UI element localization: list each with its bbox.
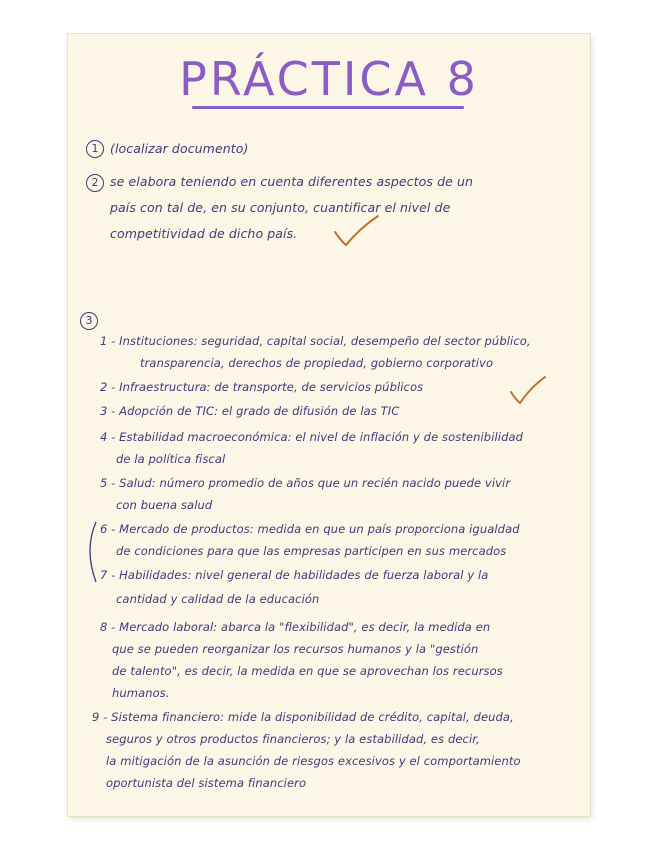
item-2-line-1: 2 - Infraestructura: de transporte, de servicios públicos [100,380,424,394]
checkmark-icon [508,374,548,406]
checkmark-icon [332,212,382,248]
question-3-number: 3 [80,312,98,330]
item-4-line-2: de la política fiscal [116,452,226,466]
item-8-line-2: que se pueden reorganizar los recursos humanos y la "gestión [112,642,479,656]
title-underline [192,106,464,109]
item-7-line-2: cantidad y calidad de la educación [116,592,320,606]
bracket-mark [82,520,102,586]
item-8-line-3: de talento", es decir, la medida en que se aprovechan los recursos [112,664,503,678]
item-4-line-1: 4 - Estabilidad macroeconómica: el nivel de inflación y de sostenibilidad [100,430,524,444]
item-5-line-1: 5 - Salud: número promedio de años que un recién nacido puede vivir [100,476,511,490]
item-1-line-2: transparencia, derechos de propiedad, gobierno corporativo [140,356,494,370]
item-9-line-1: 9 - Sistema financiero: mide la disponibilidad de crédito, capital, deuda, [92,710,514,724]
question-2-number: 2 [86,174,104,192]
item-3-line-1: 3 - Adopción de TIC: el grado de difusión de las TIC [100,404,400,418]
question-2-line-1: se elabora teniendo en cuenta diferentes aspectos de un [110,174,474,189]
question-2-line-3: competitividad de dicho país. [110,226,298,241]
question-1-number: 1 [86,140,104,158]
question-2-line-2: país con tal de, en su conjunto, cuantificar el nivel de [110,200,451,215]
item-9-line-4: oportunista del sistema financiero [106,776,307,790]
item-6-line-1: 6 - Mercado de productos: medida en que un país proporciona igualdad [100,522,520,536]
item-8-line-1: 8 - Mercado laboral: abarca la "flexibilidad", es decir, la medida en [100,620,491,634]
item-8-line-4: humanos. [112,686,170,700]
item-7-line-1: 7 - Habilidades: nivel general de habilidades de fuerza laboral y la [100,568,489,582]
item-6-line-2: de condiciones para que las empresas participen en sus mercados [116,544,507,558]
paper-sheet [68,34,590,816]
item-5-line-2: con buena salud [116,498,213,512]
item-9-line-2: seguros y otros productos financieros; y la estabilidad, es decir, [106,732,480,746]
page-title: PRÁCTICA 8 [179,52,479,106]
question-1-text: (localizar documento) [110,141,249,156]
item-1-line-1: 1 - Instituciones: seguridad, capital social, desempeño del sector público, [100,334,531,348]
item-9-line-3: la mitigación de la asunción de riesgos excesivos y el comportamiento [106,754,521,768]
